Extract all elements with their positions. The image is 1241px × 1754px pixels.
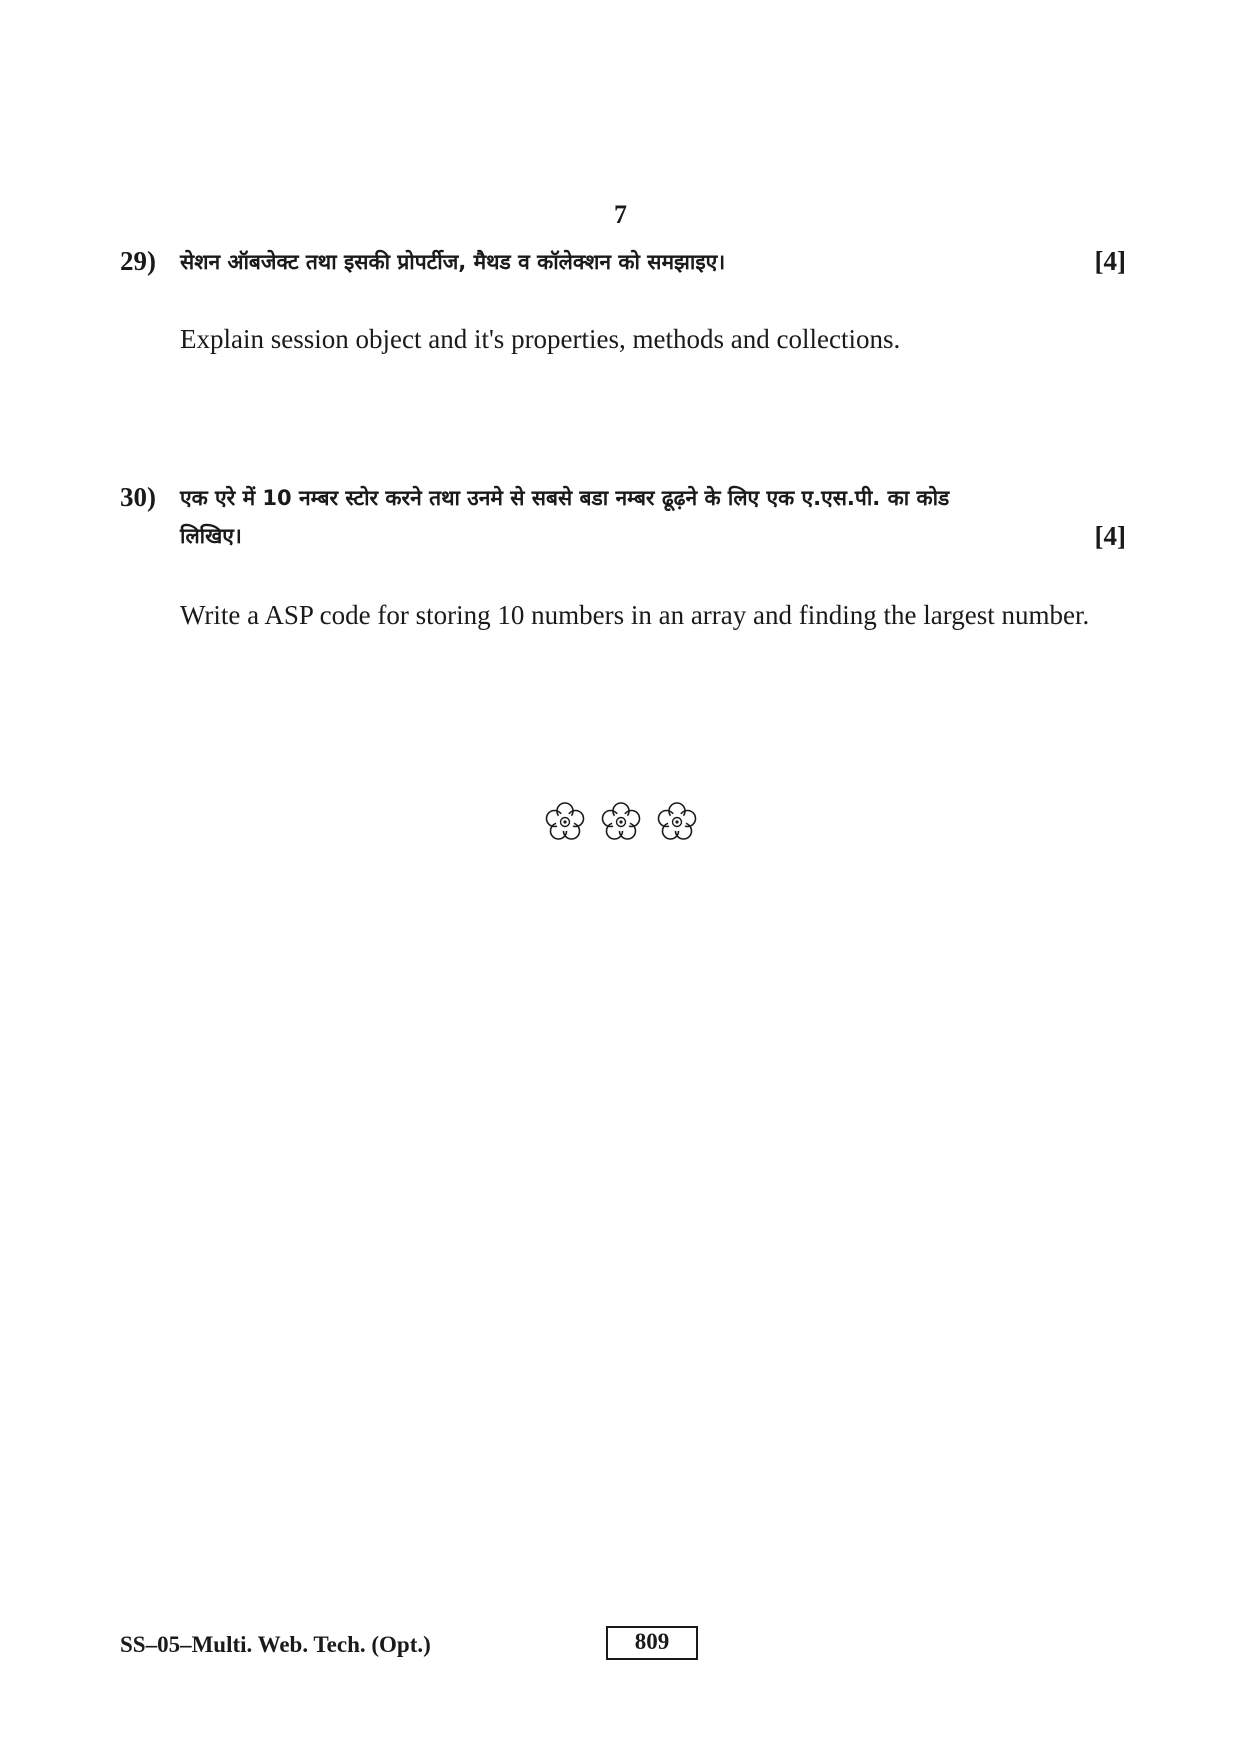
question-english-text: Write a ASP code for storing 10 numbers in an array and finding the largest number.	[180, 600, 1090, 630]
flower-icon	[655, 800, 699, 849]
section-end-ornament	[0, 800, 1241, 849]
footer-paper-code: SS–05–Multi. Web. Tech. (Opt.)	[120, 1632, 431, 1657]
question-hindi-text: सेशन ऑबजेक्ट तथा इसकी प्रोपर्टीज, मैथड व कॉलेक्शन को समझाइए।	[180, 250, 726, 274]
flower-icon	[599, 800, 643, 849]
question-marks: [4]	[1094, 246, 1126, 276]
footer-number-box: 809	[606, 1626, 698, 1660]
flower-icon	[543, 800, 587, 849]
question-hindi-text-line-2: लिखिए।	[180, 524, 242, 548]
question-number: 29)	[120, 246, 156, 276]
page-number: 7	[614, 200, 627, 229]
question-english-text: Explain session object and it's properties, methods and collections.	[180, 324, 901, 354]
question-marks: [4]	[1094, 521, 1126, 551]
question-number: 30)	[120, 482, 156, 512]
question-hindi-text-line-1: एक एरे में 10 नम्बर स्टोर करने तथा उनमे से सबसे बडा नम्बर ढूढ़ने के लिए एक ए.एस.पी. का कोड	[180, 486, 950, 510]
